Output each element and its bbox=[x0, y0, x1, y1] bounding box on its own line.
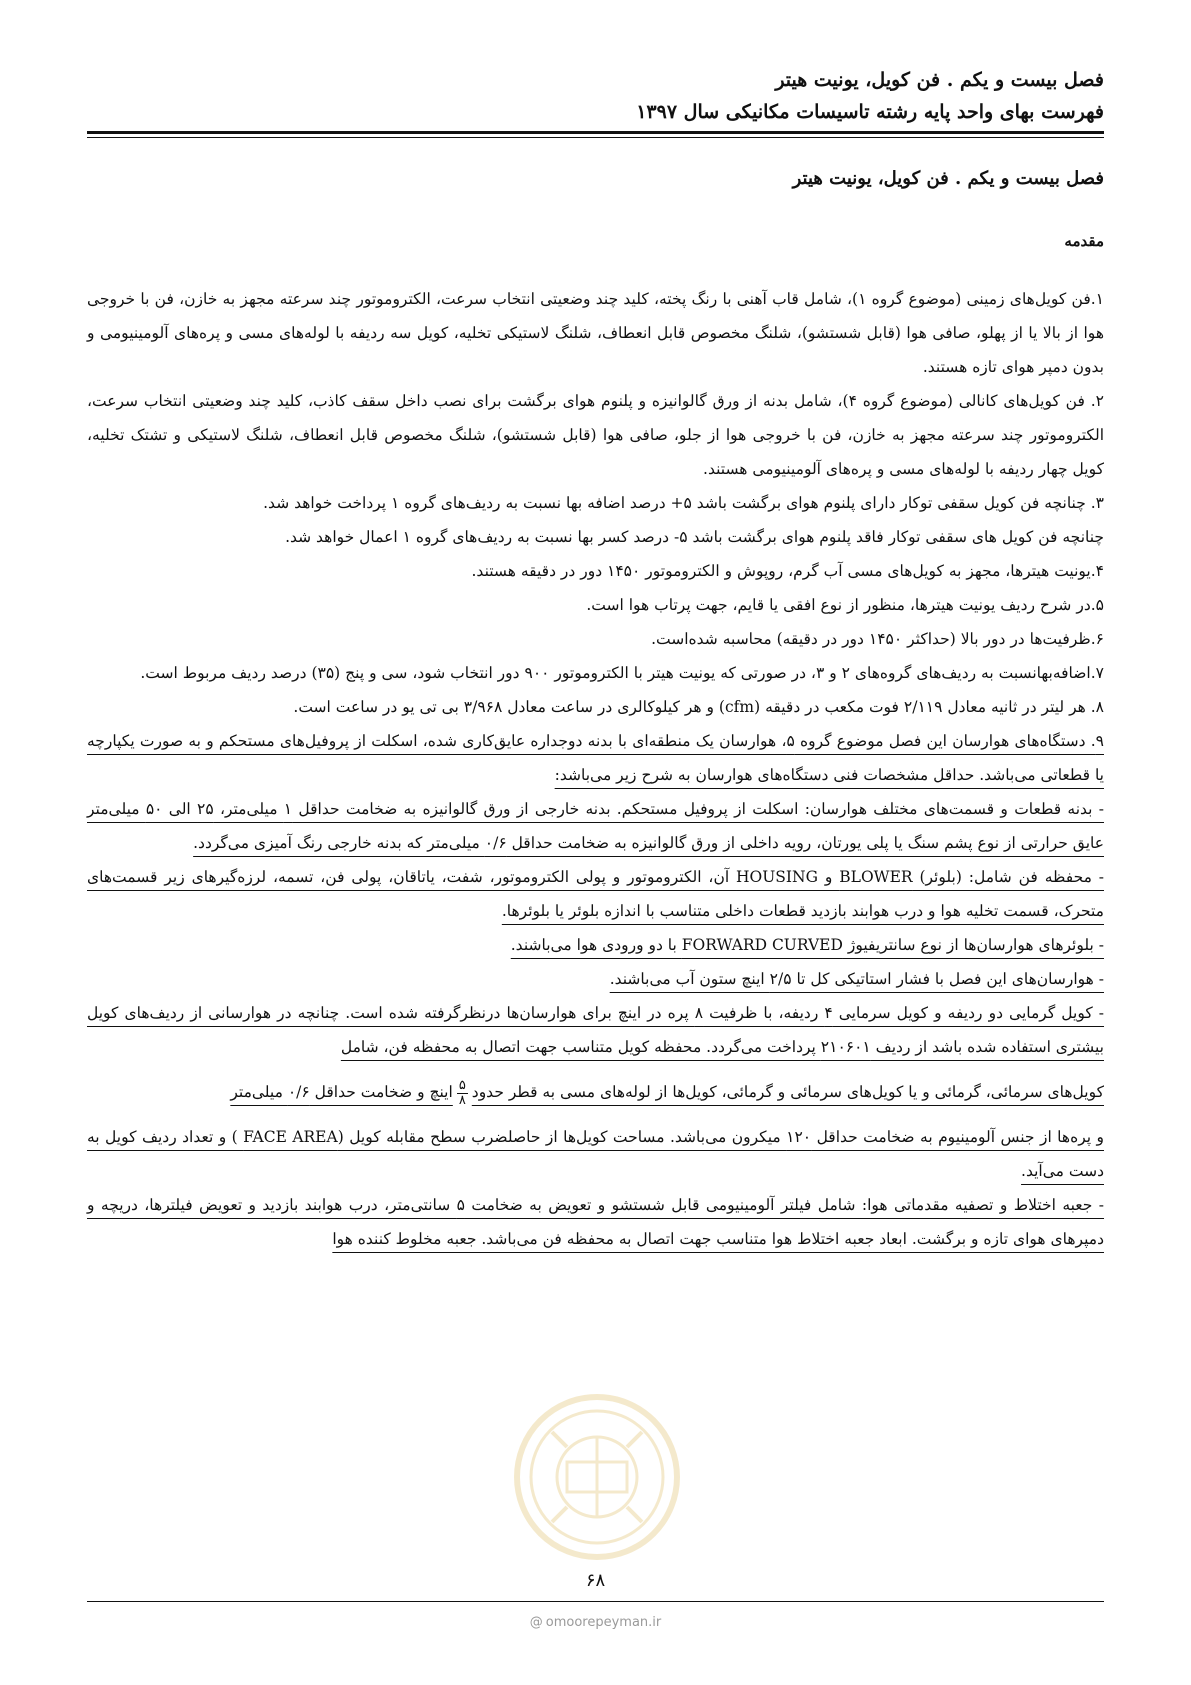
header-rule-thin bbox=[87, 137, 1104, 138]
fraction-five-eighths bbox=[457, 1079, 468, 1108]
paragraph-4: ۴.یونیت هیترها، مجهز به کویل‌های مسی آب گرم، روپوش و الکتروموتور ۱۴۵۰ دور در دقیقه هستند. bbox=[471, 562, 1104, 580]
header-line-2: فهرست بهای واحد پایه رشته تاسیسات مکانیکی سال ۱۳۹۷ bbox=[636, 101, 1104, 123]
paragraph-9-text: ۹. دستگاه‌های هوارسان این فصل موضوع گروه ۵، هوارسان یک منطقه‌ای با بدنه دوجداره عایق‌کاری شده، اسکلت از پروفیل‌های مستحکم و به صورت یکپارچه یا قطعاتی می‌باشد. حداقل مشخصات فنی دستگاه‌های هوارسان به شرح زیر می‌باشد: bbox=[87, 732, 1104, 784]
header-line-1: فصل بیست و یکم . فن کویل، یونیت هیتر bbox=[775, 69, 1104, 91]
page-number: ۶۸ bbox=[585, 1570, 606, 1591]
running-header bbox=[87, 64, 1104, 128]
bullet-body-parts bbox=[87, 792, 1104, 860]
bullet-blowers-text: - بلوئرهای هوارسان‌ها از نوع سانتریفیوژ FORWARD CURVED با دو ورودی هوا می‌باشند. bbox=[510, 936, 1104, 954]
footer-site-text: omoorepeyman.ir bbox=[545, 1615, 662, 1630]
paragraph-7: ۷.اضافه‌بهانسبت به ردیف‌های گروه‌های ۲ و ۳، در صورتی که یونیت هیتر با الکتروموتور ۹۰۰ دور انتخاب شود، سی و پنج (۳۵) درصد ردیف مربوط است. bbox=[140, 664, 1104, 682]
bullet-coils-text-c: و پره‌ها از جنس آلومینیوم به ضخامت حداقل ۱۲۰ میکرون می‌باشد. مساحت کویل‌ها از حاصلضرب سطح مقابله کویل (FACE AREA ) و تعداد ردیف کویل به دست می‌آید. bbox=[87, 1128, 1104, 1180]
bullet-coils-text-a: - کویل گرمایی دو ردیفه و کویل سرمایی ۴ ردیفه، با ظرفیت ۸ پره در اینچ برای هوارسان‌ها درنظرگرفته شده است. چنانچه در هوارسانی از ردیف‌های کویل بیشتری استفاده شده باشد از ردیف ۲۱۰۶۰۱ پرداخت می‌گردد. محفظه کویل متناسب جهت اتصال به محفظه فن، شامل bbox=[87, 1004, 1105, 1056]
paragraph-2: ۲. فن کویل‌های کانالی (موضوع گروه ۴)، شامل بدنه از ورق گالوانیزه و پلنوم هوای برگشت برای نصب داخل سقف کاذب، کلید چند وضعیتی انتخاب سرعت، الکتروموتور چند سرعته مجهز به خازن، فن با خروجی هوا از جلو، صافی هوا (قابل شستشو)، شلنگ مخصوص قابل انعطاف، شلنگ لاستیکی و تشتک تخلیه، کویل چهار ردیفه با لوله‌های مسی و پره‌های آلومینیومی هستند. bbox=[87, 392, 1104, 478]
at-sign-icon: @ bbox=[529, 1615, 543, 1630]
coils-post-text: اینچ و ضخامت حداقل ۰/۶ میلی‌متر bbox=[230, 1083, 453, 1101]
bullet-fan-housing-text: - محفظه فن شامل: (بلوئر) BLOWER و HOUSING آن، الکتروموتور و پولی الکتروموتور، شفت، یاتاقان، پولی فن، تسمه، لرزه‌گیرهای زیر قسمت‌های متحرک، قسمت تخلیه هوا و درب هوابند بازدید قطعات داخلی متناسب با اندازه بلوئر یا بلوئرها. bbox=[87, 868, 1104, 920]
intro-heading: مقدمه bbox=[1064, 232, 1104, 250]
paragraph-3a: ۳. چنانچه فن کویل سقفی توکار دارای پلنوم هوای برگشت باشد ۵+ درصد اضافه بها نسبت به ردیف‌های گروه ۱ پرداخت خواهد شد. bbox=[263, 494, 1104, 512]
bullet-coils-text-b bbox=[230, 1077, 1104, 1108]
bullet-static-pressure bbox=[87, 962, 1104, 996]
footer-rule bbox=[87, 1601, 1104, 1602]
paragraph-3b: چنانچه فن کویل های سقفی توکار فاقد پلنوم هوای برگشت باشد ۵- درصد کسر بها نسبت به ردیف‌های گروه ۱ اعمال خواهد شد. bbox=[285, 528, 1104, 546]
bullet-fan-housing bbox=[87, 860, 1104, 928]
bullet-blowers bbox=[87, 928, 1104, 962]
paragraph-9 bbox=[87, 724, 1104, 792]
footer-website bbox=[0, 1615, 1191, 1630]
header-rule-thick bbox=[87, 131, 1104, 134]
chapter-title: فصل بیست و یکم . فن کویل، یونیت هیتر bbox=[792, 168, 1104, 189]
bullet-coils bbox=[87, 996, 1104, 1064]
paragraph-6: ۶.ظرفیت‌ها در دور بالا (حداکثر ۱۴۵۰ دور در دقیقه) محاسبه شده‌است. bbox=[651, 630, 1104, 648]
paragraph-1: ۱.فن کویل‌های زمینی (موضوع گروه ۱)، شامل قاب آهنی با رنگ پخته، کلید چند وضعیتی انتخاب سرعت، الکتروموتور چند سرعته مجهز به خازن، فن با خروجی هوا از بالا یا از پهلو، صافی هوا (قابل شستشو)، شلنگ مخصوص قابل انعطاف، شلنگ لاستیکی تخلیه، کویل سه ردیفه با لوله‌های مسی و پره‌های آلومینیومی و بدون دمپر هوای تازه هستند. bbox=[87, 290, 1104, 376]
paragraph-5: ۵.در شرح ردیف یونیت هیترها، منظور از نوع افقی یا قایم، جهت پرتاب هوا است. bbox=[586, 596, 1104, 614]
bullet-mixing-box bbox=[87, 1188, 1104, 1256]
bullet-mixing-box-text: - جعبه اختلاط و تصفیه مقدماتی هوا: شامل فیلتر آلومینیومی قابل شستشو و تعویض به ضخامت ۵ سانتی‌متر، درب هوابند بازدید و تعویض فیلترها، دریچه و دمپرهای هوای تازه و برگشت. ابعاد جعبه اختلاط هوا متناسب جهت اتصال به محفظه فن می‌باشد. جعبه مخلوط کننده هوا bbox=[87, 1196, 1105, 1248]
fraction-numerator: ۵ bbox=[458, 1077, 466, 1093]
body-text bbox=[87, 282, 1104, 1256]
paragraph-8: ۸. هر لیتر در ثانیه معادل ۲/۱۱۹ فوت مکعب در دقیقه (cfm) و هر کیلوکالری در ساعت معادل ۳/۹۶۸ بی تی یو در ساعت است. bbox=[293, 698, 1104, 716]
fraction-denominator: ۸ bbox=[458, 1092, 466, 1108]
underlined-section bbox=[87, 724, 1104, 1256]
bullet-coils-continued bbox=[87, 1120, 1104, 1188]
bullet-static-pressure-text: - هوارسان‌های این فصل با فشار استاتیکی کل تا ۲/۵ اینچ ستون آب می‌باشند. bbox=[609, 970, 1104, 988]
bullet-coils-line-fraction bbox=[87, 1064, 1104, 1120]
bullet-body-parts-text: - بدنه قطعات و قسمت‌های مختلف هوارسان: اسکلت از پروفیل مستحکم. بدنه خارجی از ورق گالوانیزه به ضخامت حداقل ۱ میلی‌متر، ۲۵ الی ۵۰ میلی‌متر عایق حرارتی از نوع پشم سنگ یا پلی یورتان، رویه داخلی از ورق گالوانیزه به ضخامت حداقل ۰/۶ میلی‌متر که بدنه خارجی رنگ آمیزی می‌گردد. bbox=[87, 800, 1104, 852]
seal-watermark-icon bbox=[512, 1392, 682, 1562]
coils-pre-text: کویل‌های سرمائی، گرمائی و یا کویل‌های سرمائی و گرمائی، کویل‌ها از لوله‌های مسی به قطر حدود bbox=[471, 1083, 1104, 1101]
